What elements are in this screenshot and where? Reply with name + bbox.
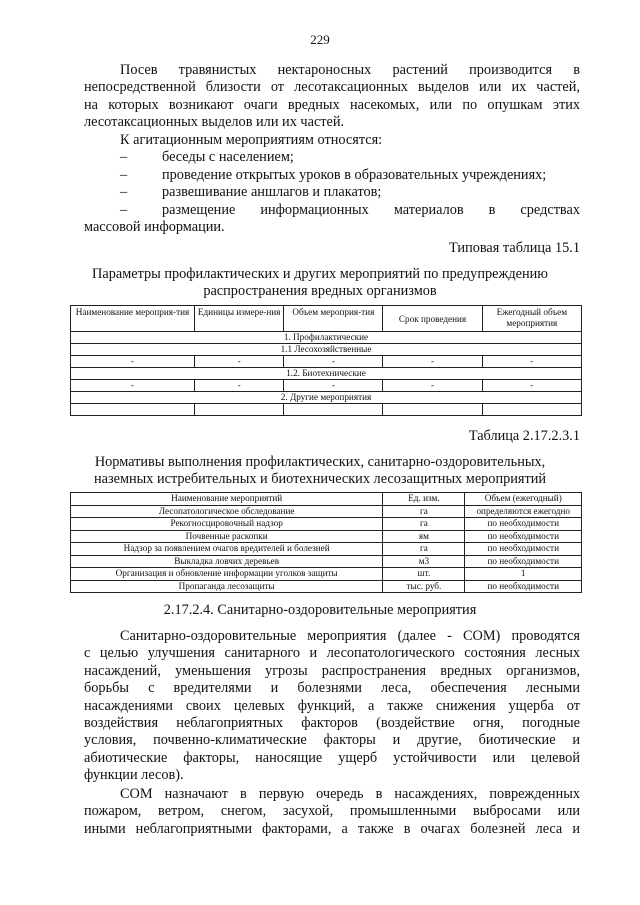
table-cell [71, 404, 195, 416]
text-line: Посев травянистых нектароносных растений производится в [120, 62, 580, 78]
table-cell [195, 404, 284, 416]
paragraph-som [84, 628, 580, 785]
text-line: с целью улучшения санитарного и лесопатологического состояния лесных [84, 645, 580, 662]
table-row [71, 404, 582, 416]
table-row [71, 543, 582, 556]
table-row [71, 580, 582, 593]
table-section-cell: 2. Другие мероприятия [71, 392, 582, 404]
list-item [84, 167, 580, 184]
table-section-row [71, 344, 582, 356]
paragraph-sowing [84, 62, 580, 132]
text-line: воздействия неблагоприятных факторов (воздействие огня, погодные [84, 715, 580, 732]
paragraph-som-assignment [84, 786, 580, 838]
table-row [71, 568, 582, 581]
norms-table [70, 492, 582, 593]
list-item [84, 184, 580, 201]
table-row [71, 555, 582, 568]
table-cell: - [482, 380, 581, 392]
table-row [71, 518, 582, 531]
table-header-cell: Ед. изм. [383, 493, 465, 506]
table-cell: Выкладка ловчих деревьев [71, 555, 383, 568]
list-item-text: развешивание аншлагов и плакатов; [162, 184, 382, 201]
table1-title-line: Параметры профилактических и других мероприятий по предупреждению [92, 266, 548, 282]
table-section-cell: 1.1 Лесохозяйственные [71, 344, 582, 356]
list-item [84, 149, 580, 166]
agitation-section [84, 132, 580, 236]
table-cell: - [284, 380, 383, 392]
parameters-table [70, 305, 582, 416]
table-cell: по необходимости [465, 543, 582, 556]
text-line: функции лесов). [84, 767, 184, 784]
text-line: иными неблагоприятными факторами, а также в очагах болезней леса и [84, 820, 580, 837]
table-cell: Рекогносцировочный надзор [71, 518, 383, 531]
table2-title [60, 454, 580, 489]
table-cell: Организация и обновление информации уголков защиты [71, 568, 383, 581]
table-cell [284, 404, 383, 416]
table-cell: Надзор за появлением очагов вредителей и болезней [71, 543, 383, 556]
text-line: пожаром, ветром, снегом, засухой, промышленными выбросами или [84, 803, 580, 820]
table-section-row [71, 332, 582, 344]
table-cell: га [383, 518, 465, 531]
table-cell: по необходимости [465, 555, 582, 568]
table-cell: ям [383, 530, 465, 543]
table-section-row [71, 368, 582, 380]
table-cell: определяются ежегодно [465, 505, 582, 518]
table-header-cell: Ежегодный объем мероприятия [482, 306, 581, 332]
table-row [71, 530, 582, 543]
table-cell [482, 404, 581, 416]
table-header-row [71, 493, 582, 506]
text-line: борьбы с вредителями и болезнями леса, обеспечения лесными [84, 680, 580, 697]
table-cell: тыс. руб. [383, 580, 465, 593]
table1-title-line: распространения вредных организмов [203, 283, 437, 300]
table-cell: м3 [383, 555, 465, 568]
table-cell: - [71, 356, 195, 368]
table2-caption: Таблица 2.17.2.3.1 [468, 428, 580, 444]
table-cell: по необходимости [465, 530, 582, 543]
table-header-cell: Объем (ежегодный) [465, 493, 582, 506]
section-heading: 2.17.2.4. Санитарно-оздоровительные мероприятия [163, 602, 477, 618]
page-number: 229 [310, 32, 330, 47]
table-cell: - [71, 380, 195, 392]
table-cell: га [383, 505, 465, 518]
table-cell: - [383, 380, 482, 392]
list-item-text: размещение информационных материалов в средствах [162, 201, 580, 218]
table-header-cell: Наименование мероприя-тия [71, 306, 195, 332]
table-cell: - [383, 356, 482, 368]
table-row [71, 380, 582, 392]
list-item [84, 202, 580, 219]
table-section-cell: 1. Профилактические [71, 332, 582, 344]
text-line: Санитарно-оздоровительные мероприятия (далее - СОМ) проводятся [120, 628, 580, 644]
table-cell: Лесопатологическое обследование [71, 505, 383, 518]
table-cell: - [482, 356, 581, 368]
text-line: СОМ назначают в первую очередь в насаждениях, поврежденных [120, 786, 580, 802]
text-line: на которых возникают очаги вредных насекомых, или по опушкам этих [84, 96, 580, 113]
table-cell: Пропаганда лесозащиты [71, 580, 383, 593]
list-item-text: проведение открытых уроков в образовательных учреждениях; [162, 166, 547, 183]
table-cell: га [383, 543, 465, 556]
text-line: условия, почвенно-климатические факторы и другие, биотические и [84, 732, 580, 749]
list-item-continuation: массовой информации. [84, 219, 225, 236]
table-cell: - [195, 356, 284, 368]
text-line: насаждений, уменьшения угрозы распространения вредных организмов, [84, 662, 580, 679]
table-cell: по необходимости [465, 580, 582, 593]
list-dash: – [120, 184, 128, 201]
list-dash: – [120, 149, 128, 166]
table-section-cell: 1.2. Биотехнические [71, 368, 582, 380]
table-cell [383, 404, 482, 416]
table1-caption: Типовая таблица 15.1 [449, 240, 580, 256]
list-dash: – [120, 166, 128, 183]
table-header-cell: Единицы измере-ния [195, 306, 284, 332]
list-dash: – [120, 201, 128, 218]
table-cell: - [195, 380, 284, 392]
table1-title [60, 266, 580, 301]
agitation-intro: К агитационным мероприятиям относятся: [120, 132, 383, 148]
table-header-cell: Наименование мероприятий [71, 493, 383, 506]
table-row [71, 505, 582, 518]
text-line: непосредственной близости от лесотаксационных выделов или их частей, [84, 79, 580, 96]
table-row [71, 356, 582, 368]
table-section-row [71, 392, 582, 404]
table-header-cell: Объем мероприя-тия [284, 306, 383, 332]
list-item-text: беседы с населением; [162, 149, 294, 166]
table-cell: 1 [465, 568, 582, 581]
table-cell: по необходимости [465, 518, 582, 531]
table2-title-line: наземных истребительных и биотехнических лесозащитных мероприятий [93, 471, 547, 488]
table2-title-line: Нормативы выполнения профилактических, санитарно-оздоровительных, [94, 454, 546, 470]
table-header-cell: Срок проведения [383, 306, 482, 332]
text-line: лесотаксационных выделов или их частей. [84, 114, 345, 131]
table-cell: - [284, 356, 383, 368]
text-line: насаждениями своих целевых функций, а также снижения ущерба от [84, 697, 580, 714]
table-cell: шт. [383, 568, 465, 581]
table-cell: Почвенные раскопки [71, 530, 383, 543]
table-header-row [71, 306, 582, 332]
text-line: абиотические факторы, наносящие ущерб устойчивости или целевой [84, 749, 580, 766]
